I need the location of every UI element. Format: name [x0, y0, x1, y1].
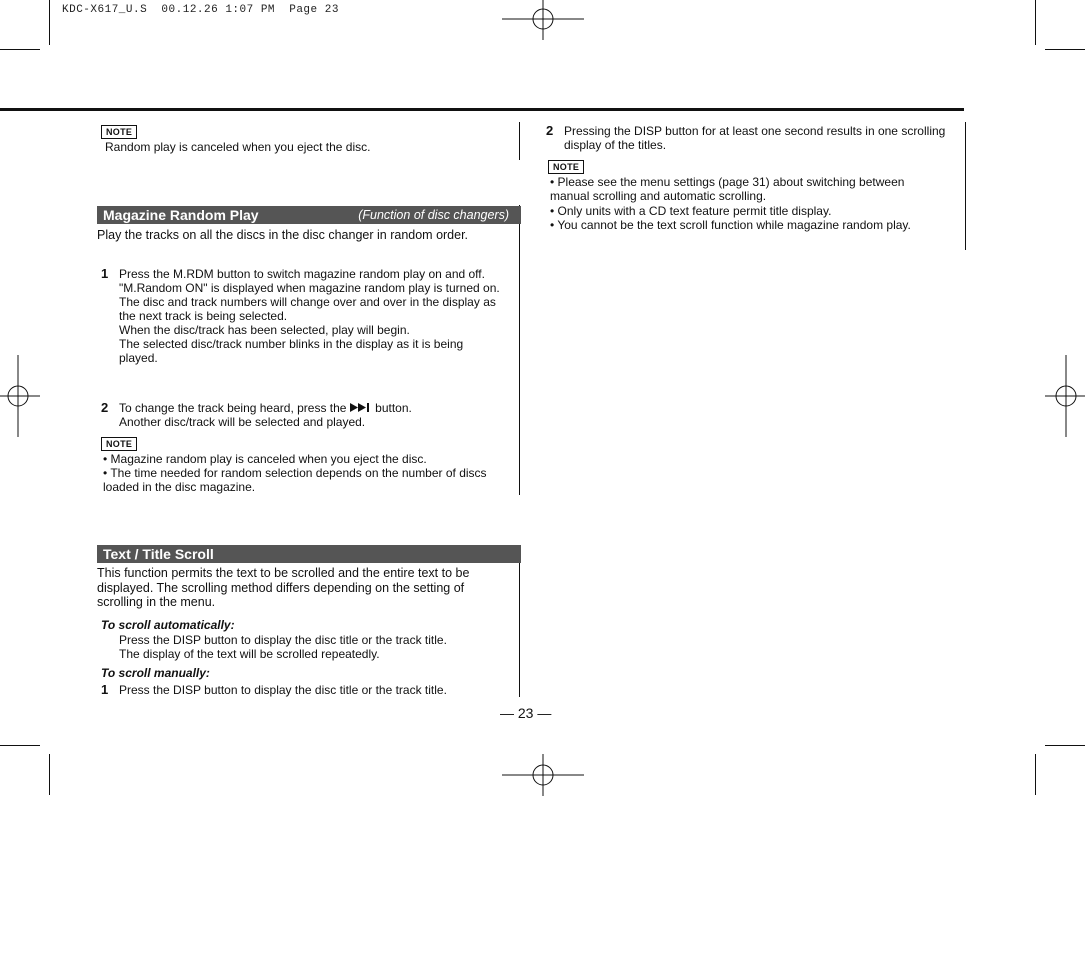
section-title: Magazine Random Play — [103, 207, 259, 223]
fast-forward-icon — [350, 403, 372, 412]
magazine-step-1 — [101, 267, 511, 397]
auto-scroll-text: Press the DISP button to display the disc title or the track title. The display of the text will be scrolled repeatedly. — [119, 633, 447, 661]
auto-scroll-label: To scroll automatically: — [101, 618, 235, 632]
column-divider — [965, 122, 966, 250]
registration-bottom-icon — [502, 754, 584, 796]
page-number: — 23 — — [500, 705, 552, 721]
crop-mark — [1045, 49, 1085, 50]
registration-right-icon — [1045, 355, 1085, 437]
column-divider — [519, 205, 520, 495]
print-slug: KDC-X617_U.S 00.12.26 1:07 PM Page 23 — [62, 4, 339, 16]
column-divider — [519, 122, 520, 160]
scroll-lead: This function permits the text to be scrolled and the entire text to be displayed. The scrolling method differs depending on the setting of scrolling in the menu. — [97, 566, 470, 609]
step-text: Press the M.RDM button to switch magazine random play on and off. "M.Random ON" is displayed when magazine random play is turned on. The disc and track numbers will change over and over in the display as the next track is being selected. When the disc/track has been selected, play will begin. The selected disc/track number blinks in the display as it is being played. — [119, 267, 500, 365]
magazine-note-1: • Magazine random play is canceled when you eject the disc. — [103, 452, 427, 466]
magazine-step-2 — [101, 401, 511, 431]
scroll-step-2 — [546, 124, 958, 154]
section-header-magazine — [97, 206, 521, 224]
step-text: Pressing the DISP button for at least one second results in one scrolling display of the titles. — [564, 124, 946, 152]
crop-mark — [1045, 745, 1085, 746]
right-note-1: • Please see the menu settings (page 31) about switching between manual scrolling and automatic scrolling. — [550, 175, 905, 203]
crop-mark — [1035, 754, 1036, 795]
step-number: 1 — [101, 682, 109, 697]
step-number: 1 — [101, 266, 109, 281]
top-note-text: Random play is canceled when you eject the disc. — [105, 140, 371, 154]
registration-left-icon — [0, 355, 40, 437]
step-text: Press the DISP button to display the disc title or the track title. — [119, 683, 447, 697]
right-note-3: • You cannot be the text scroll function while magazine random play. — [550, 218, 911, 232]
header-rule — [0, 108, 964, 111]
crop-mark — [49, 0, 50, 45]
step-text — [119, 401, 504, 429]
registration-top-icon — [502, 0, 584, 40]
note-label: NOTE — [101, 437, 137, 451]
step-text-before: To change the track being heard, press the — [119, 401, 350, 415]
crop-mark — [49, 754, 50, 795]
crop-mark — [0, 745, 40, 746]
magazine-note-2: • The time needed for random selection depends on the number of discs loaded in the disc magazine. — [103, 466, 487, 494]
note-label: NOTE — [548, 160, 584, 174]
column-divider — [519, 545, 520, 697]
crop-mark — [0, 49, 40, 50]
magazine-lead: Play the tracks on all the discs in the disc changer in random order. — [97, 228, 469, 242]
section-subtitle: (Function of disc changers) — [358, 208, 509, 222]
note-label: NOTE — [101, 125, 137, 139]
step-number: 2 — [546, 123, 554, 138]
section-header-scroll — [97, 545, 521, 563]
scroll-step-1 — [101, 683, 516, 699]
right-note-2: • Only units with a CD text feature permit title display. — [550, 204, 832, 218]
step-number: 2 — [101, 400, 109, 415]
step-text-after: button. Another disc/track will be selected and played. — [119, 401, 412, 429]
manual-scroll-label: To scroll manually: — [101, 666, 210, 680]
crop-mark — [1035, 0, 1036, 45]
section-title: Text / Title Scroll — [103, 546, 214, 562]
